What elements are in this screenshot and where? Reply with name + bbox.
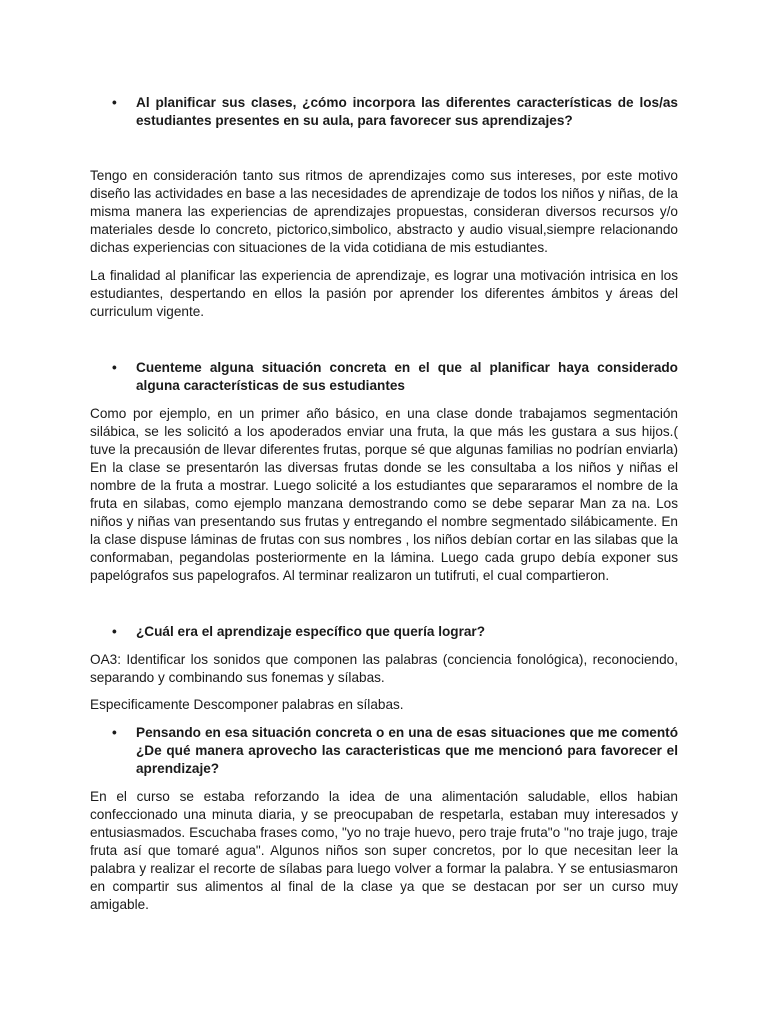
bullet-icon: • xyxy=(112,95,117,110)
question-4 xyxy=(112,724,678,778)
bullet-icon: • xyxy=(112,360,117,375)
question-4-text: Pensando en esa situación concreta o en una de esas situaciones que me comentó ¿De qué manera aprovecho las caracteristicas que me mencionó para favorecer el aprendizaje? xyxy=(136,725,678,776)
question-3 xyxy=(112,623,678,641)
answer-1-paragraph-2: La finalidad al planificar las experiencia de aprendizaje, es lograr una motivación intrisica en los estudiantes, despertando en ellos la pasión por aprender los diferentes ámbitos y áreas del curriculum vigente. xyxy=(90,268,678,319)
question-3-text: ¿Cuál era el aprendizaje específico que quería lograr? xyxy=(136,624,486,639)
answer-3-paragraph-1: OA3: Identificar los sonidos que componen las palabras (conciencia fonológica), reconociendo, separando y combinando sus fonemas y sílabas. xyxy=(90,652,678,685)
bullet-icon: • xyxy=(112,725,117,740)
answer-1-paragraph-1: Tengo en consideración tanto sus ritmos de aprendizajes como sus intereses, por este motivo diseño las actividades en base a las necesidades de aprendizaje de todos los niños y niñas, de la misma manera las experiencias de aprendizajes propuestas, consideran diversos recursos y/o materiales desde lo concreto, pictorico,simbolico, abstracto y audio visual,siempre relacionando dichas experiencias con situaciones de la vida cotidiana de mis estudiantes. xyxy=(90,168,678,255)
answer-2-paragraph: Como por ejemplo, en un primer año básico, en una clase donde trabajamos segmentación silábica, se les solicitó a los apoderados enviar una fruta, la que más les gustara a sus hijos.( tuve la precausión de llevar diferentes frutas, porque sé que algunas familias no podrían enviarla) En la clase se presentarón las diversas frutas donde se les consultaba a los niños y niñas el nombre de la fruta a mostrar. Luego solicité a los estudiantes que separaramos el nombre de la fruta en silabas, como ejemplo manzana demostrando como se debe separar Man za na. Los niños y niñas van presentando sus frutas y entregando el nombre segmentado silábicamente. En la clase dispuse láminas de frutas con sus nombres , los niños debían cortar en las silabas que la conformaban, pegandolas posteriormente en la lámina. Luego cada grupo debía exponer sus papelógrafos sus papelografos. Al terminar realizaron un tutifruti, el cual compartieron. xyxy=(90,406,678,583)
question-2-text: Cuenteme alguna situación concreta en el que al planificar haya considerado alguna características de sus estudiantes xyxy=(136,360,678,393)
question-2 xyxy=(112,359,678,395)
question-1-text: Al planificar sus clases, ¿cómo incorpora las diferentes características de los/as estudiantes presentes en su aula, para favorecer sus aprendizajes? xyxy=(136,95,678,128)
answer-3-paragraph-2: Especificamente Descomponer palabras en sílabas. xyxy=(90,697,404,712)
answer-4-paragraph: En el curso se estaba reforzando la idea de una alimentación saludable, ellos habian confeccionado una minuta diaria, y se preocupaban de respetarla, estaban muy interesados y entusiasmados. Escuchaba frases como, "yo no traje huevo, pero traje fruta"o "no traje jugo, traje fruta así que tomaré agua". Algunos niños son super concretos, por lo que necesitan leer la palabra y realizar el recorte de sílabas para luego volver a formar la palabra. Y se entusiasmaron en compartir sus alimentos al final de la clase ya que se destacan por ser un curso muy amigable. xyxy=(90,789,678,912)
question-1 xyxy=(112,94,678,130)
bullet-icon: • xyxy=(112,624,117,639)
